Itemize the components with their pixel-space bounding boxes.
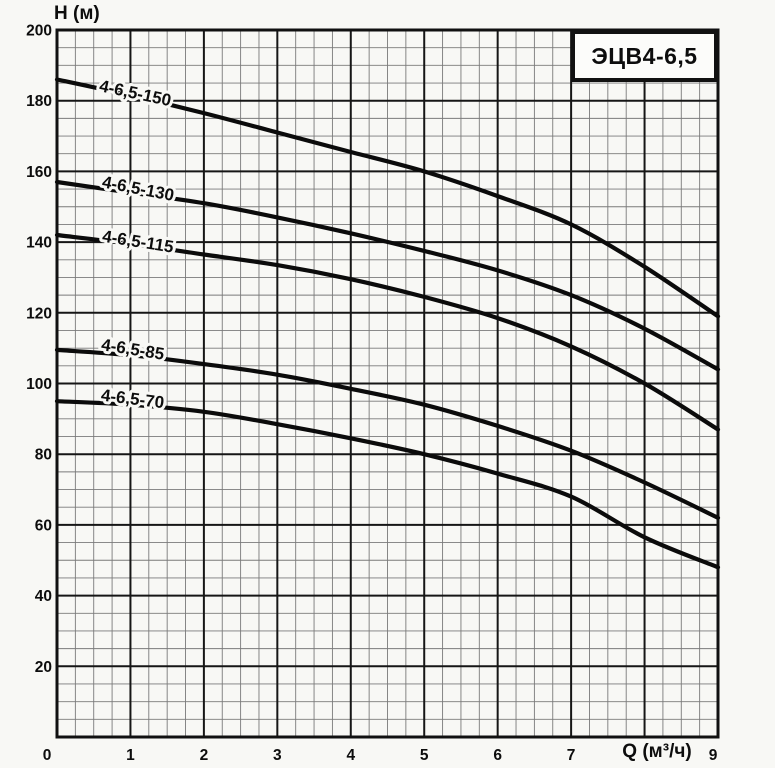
y-tick-180: 180 (26, 93, 52, 111)
y-tick-200: 200 (26, 22, 52, 40)
x-tick-2: 2 (199, 747, 209, 764)
curve-label-4-6,5-130: 4-6,5-130 (100, 172, 176, 205)
curve-label-4-6,5-85: 4-6,5-85 (100, 335, 166, 364)
x-tick-7: 7 (566, 747, 576, 764)
curve-label-4-6,5-115: 4-6,5-115 (100, 226, 175, 257)
x-tick-5: 5 (419, 747, 429, 764)
pump-model-title-box (571, 30, 718, 82)
y-tick-100: 100 (26, 376, 52, 393)
y-tick-160: 160 (26, 163, 52, 181)
curve-label-4-6,5-70: 4-6,5-70 (99, 385, 166, 413)
y-axis-label: H (м) (54, 3, 100, 24)
x-tick-0: 0 (42, 747, 52, 764)
x-tick-9: 9 (708, 747, 718, 764)
x-axis-label: Q (м³/ч) (622, 741, 692, 762)
x-tick-4: 4 (346, 747, 356, 764)
y-tick-40: 40 (34, 588, 52, 606)
y-tick-80: 80 (34, 446, 52, 464)
y-tick-140: 140 (26, 234, 52, 252)
y-tick-60: 60 (34, 517, 52, 535)
y-tick-20: 20 (34, 658, 52, 676)
y-tick-120: 120 (26, 305, 52, 323)
x-tick-6: 6 (493, 747, 502, 764)
x-tick-3: 3 (273, 747, 282, 764)
curve-label-4-6,5-150: 4-6,5-150 (97, 76, 173, 111)
pump-model-title: ЭЦВ4-6,5 (591, 42, 698, 69)
x-tick-1: 1 (126, 747, 135, 764)
